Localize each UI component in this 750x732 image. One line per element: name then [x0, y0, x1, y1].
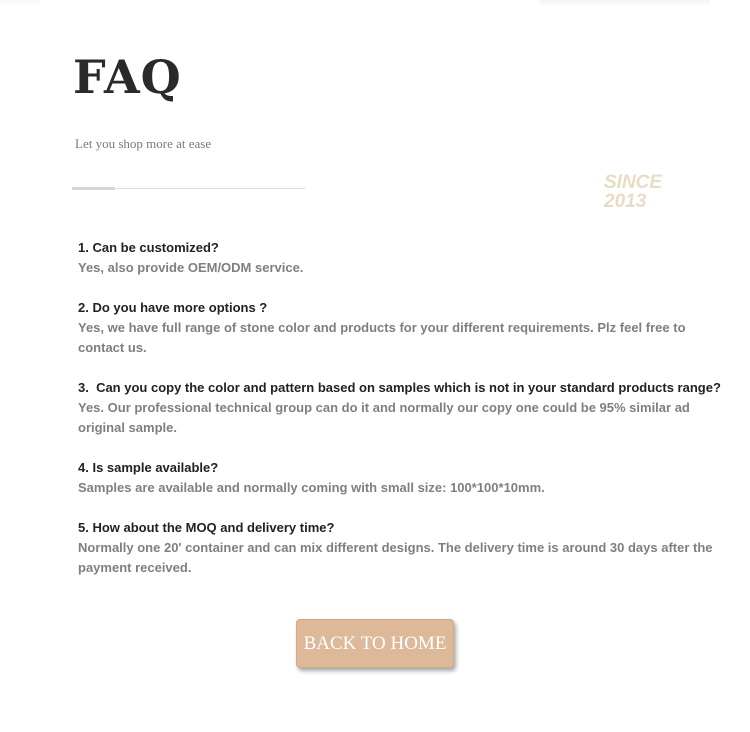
faq-list	[78, 238, 733, 598]
top-edge-shadow-right	[540, 0, 710, 6]
faq-item	[78, 518, 733, 578]
back-to-home-button[interactable]: BACK TO HOME	[296, 619, 454, 668]
faq-question: 5. How about the MOQ and delivery time?	[78, 520, 335, 535]
faq-question: 3. Can you copy the color and pattern based on samples which is not in your standard products range?	[78, 380, 721, 395]
faq-answer: Normally one 20' container and can mix different designs. The delivery time is around 30 days after the payment received.	[78, 540, 713, 575]
faq-question: 1. Can be customized?	[78, 240, 219, 255]
title-divider-accent	[72, 187, 115, 190]
page-title: FAQ	[73, 50, 182, 104]
faq-question: 2. Do you have more options ?	[78, 300, 268, 315]
faq-item	[78, 298, 733, 358]
since-label: SINCE	[604, 172, 663, 193]
faq-question: 4. Is sample available?	[78, 460, 219, 475]
page-subtitle: Let you shop more at ease	[75, 136, 212, 151]
since-year: 2013	[604, 191, 647, 212]
faq-answer: Yes. Our professional technical group can do it and normally our copy one could be 95% similar ad original sample.	[78, 400, 690, 435]
faq-item	[78, 458, 733, 498]
since-badge	[604, 173, 662, 211]
top-edge-shadow-left	[0, 0, 40, 6]
faq-answer: Yes, also provide OEM/ODM service.	[78, 260, 304, 275]
faq-item	[78, 238, 733, 278]
faq-answer: Samples are available and normally coming with small size: 100*100*10mm.	[78, 480, 545, 495]
faq-item	[78, 378, 733, 438]
faq-answer: Yes, we have full range of stone color and products for your different requirements. Plz feel free to contact us.	[78, 320, 686, 355]
